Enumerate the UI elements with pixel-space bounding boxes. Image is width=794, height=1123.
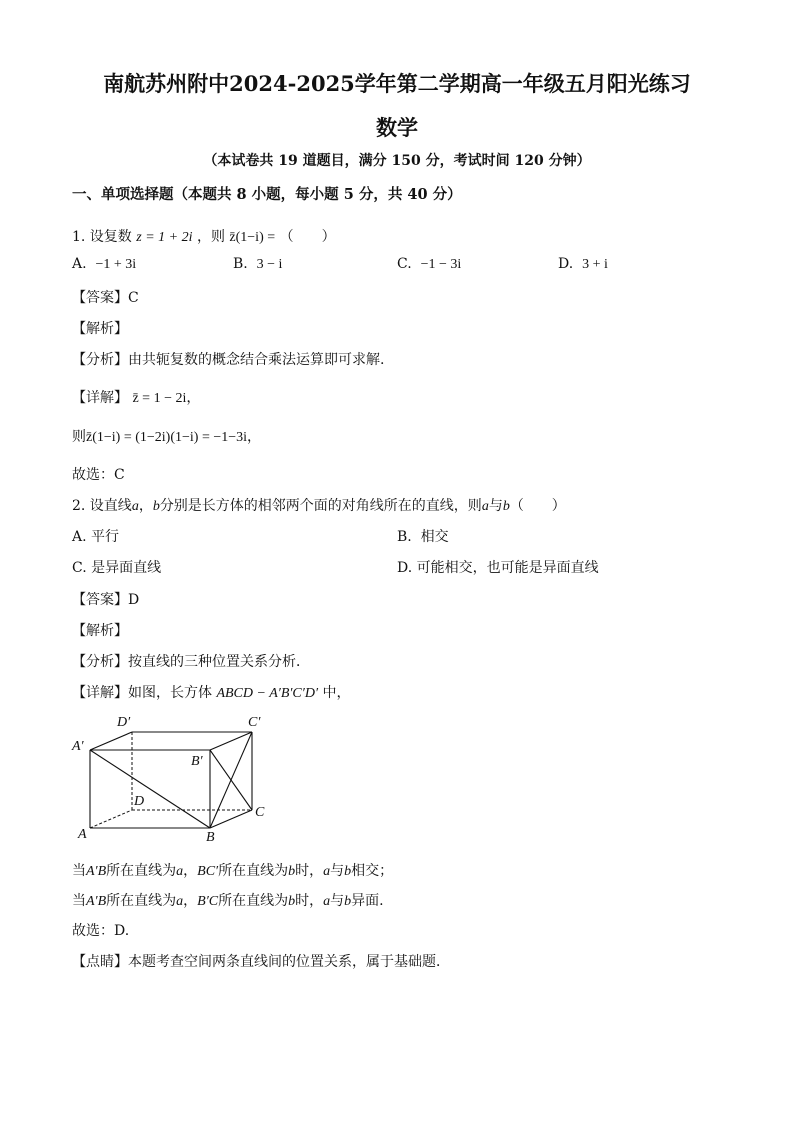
label-B1: B′ bbox=[191, 754, 203, 769]
subject-title: 数学 bbox=[376, 115, 418, 140]
option-label: C. bbox=[397, 256, 412, 272]
calc-prefix: 则 bbox=[72, 429, 86, 445]
q1-option-a bbox=[72, 256, 136, 273]
cuboid-figure bbox=[70, 710, 270, 845]
label-A1: A′ bbox=[72, 739, 84, 754]
q1-detail bbox=[72, 387, 200, 407]
q2-case-2 bbox=[72, 890, 384, 910]
q2-case-1 bbox=[72, 860, 393, 880]
q2-stem bbox=[72, 495, 566, 515]
text: 当 bbox=[72, 893, 86, 909]
segment: A′B bbox=[86, 894, 107, 909]
segment: B′C bbox=[197, 894, 219, 909]
q1-answer: 【答案】C bbox=[72, 290, 139, 306]
q1-calc bbox=[72, 426, 261, 446]
var-a: a bbox=[176, 894, 184, 909]
text: 时， bbox=[295, 863, 324, 879]
q1-option-b bbox=[233, 256, 282, 273]
option-text: 平行 bbox=[91, 529, 120, 545]
option-label: B. bbox=[397, 529, 412, 545]
option-label: B. bbox=[233, 256, 248, 272]
text: 与 bbox=[330, 893, 345, 909]
calc-formula: z̄(1−i) = (1−2i)(1−i) = −1−3i bbox=[86, 430, 248, 445]
q1-stem bbox=[72, 226, 336, 246]
fenxi-tag: 【分析】 bbox=[72, 654, 128, 670]
text: 所在直线为 bbox=[106, 893, 177, 909]
q1-formula-z: z = 1 + 2i bbox=[136, 230, 193, 245]
diagonal-B1C bbox=[210, 750, 252, 810]
fenxi-text: 按直线的三种位置关系分析． bbox=[128, 654, 310, 670]
label-D1: D′ bbox=[117, 715, 131, 730]
label-D: D bbox=[134, 794, 145, 809]
q2-option-b bbox=[397, 526, 449, 546]
q2-option-c bbox=[72, 557, 161, 577]
text: 所在直线为 bbox=[218, 893, 289, 909]
var-a: a bbox=[323, 864, 331, 879]
option-text: 是异面直线 bbox=[91, 560, 162, 576]
option-label: D. bbox=[397, 560, 413, 576]
option-label: A. bbox=[72, 529, 87, 545]
var-a: a bbox=[481, 499, 489, 514]
option-text: 相交 bbox=[420, 529, 449, 545]
option-text: 3 − i bbox=[256, 257, 283, 272]
var-b: b bbox=[152, 499, 160, 514]
var-b: b bbox=[344, 894, 352, 909]
q2-stem-prefix: 2. 设直线 bbox=[72, 498, 132, 514]
detail-end: ， bbox=[186, 390, 201, 406]
var-b: b bbox=[288, 864, 296, 879]
q1-stem-prefix: 1. 设复数 bbox=[72, 229, 132, 245]
label-B: B bbox=[206, 830, 215, 845]
detail-formula: ABCD − A′B′C′D′ bbox=[216, 686, 319, 701]
detail-tag: 【详解】 bbox=[72, 390, 128, 406]
var-a: a bbox=[323, 894, 331, 909]
detail-formula: z̄ = 1 − 2i bbox=[132, 391, 187, 406]
exam-note: （本试卷共 19 道题目，满分 150 分，考试时间 120 分钟） bbox=[203, 153, 591, 169]
var-a: a bbox=[176, 864, 184, 879]
text: 时， bbox=[295, 893, 324, 909]
text: ， bbox=[183, 863, 198, 879]
option-label: A. bbox=[72, 256, 87, 272]
page-title: 南航苏州附中2024-2025学年第二学期高一年级五月阳光练习 bbox=[103, 71, 691, 96]
q1-fenxi bbox=[72, 349, 384, 369]
comment-tag: 【点睛】 bbox=[72, 954, 128, 970]
q2-stem-yu: 与 bbox=[488, 498, 503, 514]
text: 与 bbox=[330, 863, 345, 879]
segment: BC′ bbox=[197, 864, 219, 879]
calc-end: ， bbox=[247, 429, 262, 445]
text: 所在直线为 bbox=[218, 863, 289, 879]
q1-analysis-heading: 【解析】 bbox=[72, 321, 128, 337]
option-text: 可能相交，也可能是异面直线 bbox=[416, 560, 599, 576]
detail-text: 如图，长方体 bbox=[128, 685, 212, 701]
edge-A1D1 bbox=[90, 732, 132, 750]
q2-stem-mid: 分别是长方体的相邻两个面的对角线所在的直线，则 bbox=[159, 498, 482, 514]
q2-option-d bbox=[397, 557, 599, 577]
q2-comment bbox=[72, 951, 450, 971]
fenxi-tag: 【分析】 bbox=[72, 352, 128, 368]
option-label: D. bbox=[558, 256, 574, 272]
label-C: C bbox=[255, 805, 265, 820]
q1-choose: 故选：C bbox=[72, 467, 125, 483]
detail-tag: 【详解】 bbox=[72, 685, 128, 701]
label-A: A bbox=[78, 827, 87, 842]
edge-AD-hidden bbox=[90, 810, 132, 828]
q1-formula-expr: z̄(1−i) = bbox=[229, 230, 276, 245]
segment: A′B bbox=[86, 864, 107, 879]
q1-option-c bbox=[397, 256, 461, 273]
var-b: b bbox=[502, 499, 510, 514]
q2-choose: 故选：D. bbox=[72, 923, 130, 939]
q2-stem-suffix: （ ） bbox=[509, 498, 566, 514]
detail-end: 中， bbox=[322, 685, 351, 701]
text: 所在直线为 bbox=[106, 863, 177, 879]
q2-comma: ， bbox=[138, 498, 153, 514]
section-heading: 一、单项选择题（本题共 8 小题，每小题 5 分，共 40 分） bbox=[72, 186, 462, 203]
q1-stem-middle: ，则 bbox=[196, 229, 225, 245]
text: 异面. bbox=[351, 893, 384, 909]
text: 相交； bbox=[351, 863, 394, 879]
label-C1: C′ bbox=[248, 715, 261, 730]
q2-analysis-heading: 【解析】 bbox=[72, 623, 128, 639]
q2-answer: 【答案】D bbox=[72, 592, 140, 608]
option-text: 3 + i bbox=[582, 257, 608, 272]
var-b: b bbox=[344, 864, 352, 879]
option-text: −1 + 3i bbox=[95, 257, 137, 272]
option-text: −1 − 3i bbox=[420, 257, 462, 272]
text: ， bbox=[183, 893, 198, 909]
q2-fenxi bbox=[72, 651, 310, 671]
var-b: b bbox=[288, 894, 296, 909]
fenxi-text: 由共轭复数的概念结合乘法运算即可求解. bbox=[128, 352, 385, 368]
q2-detail bbox=[72, 682, 350, 702]
q1-option-d bbox=[558, 256, 608, 273]
text: 当 bbox=[72, 863, 86, 879]
q2-option-a bbox=[72, 526, 119, 546]
var-a: a bbox=[131, 499, 139, 514]
q1-stem-suffix: （ ） bbox=[279, 229, 336, 245]
option-label: C. bbox=[72, 560, 87, 576]
comment-text: 本题考查空间两条直线间的位置关系，属于基础题． bbox=[128, 954, 450, 970]
